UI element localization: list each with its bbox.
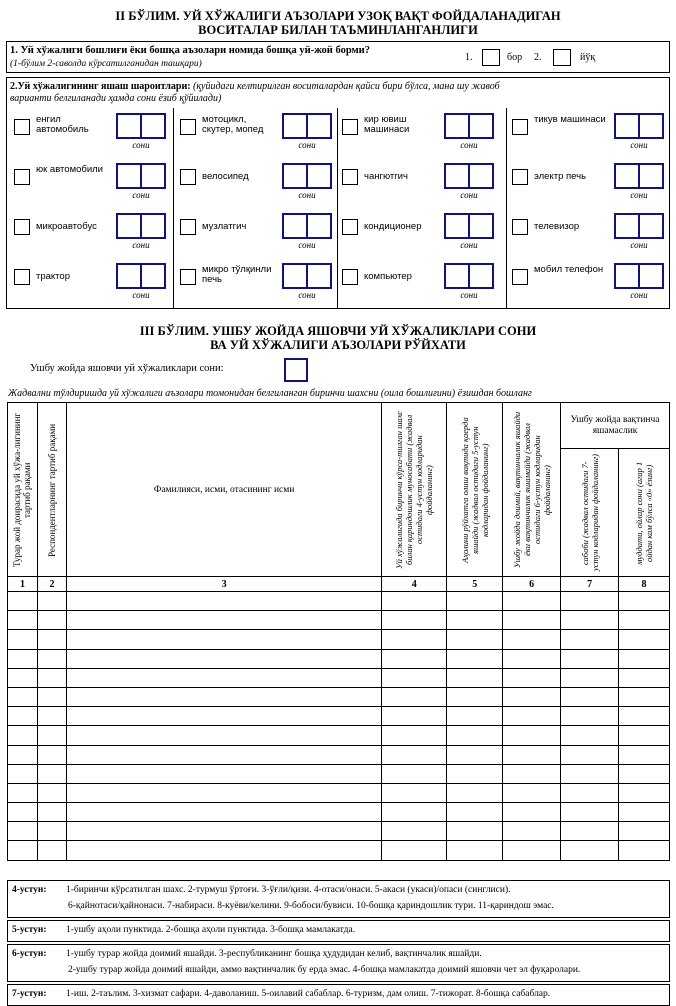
table-cell[interactable] (66, 611, 381, 630)
legend-line: 1-ушбу турар жойда доимий яшайди. 3-республиканинг бошқа ҳудудидан келиб, вақтинчалик яшайди. (66, 949, 482, 959)
section3-title (0, 324, 676, 352)
household-members-table (7, 402, 670, 861)
asset-label: чангютгич (364, 171, 408, 182)
header-col8 (619, 449, 670, 577)
asset-count-caption: сони (460, 240, 478, 250)
table-cell[interactable] (37, 649, 66, 668)
legend-line: 1-иш. 2-таълим. 3-хизмат сафари. 4-даволаниш. 5-оилавий сабаблар. 6-туризм, дам олиш. 7-тижорат. 8-бошқа сабаблар. (66, 989, 551, 999)
table-cell[interactable] (8, 707, 38, 726)
table-cell[interactable] (66, 726, 381, 745)
table-cell[interactable] (66, 822, 381, 841)
table-cell[interactable] (37, 592, 66, 611)
table-cell[interactable] (382, 783, 447, 802)
header-col1-text: Турар жой доирасида уй хўжа-лигининг тартиб рақами (12, 412, 33, 567)
table-cell[interactable] (8, 611, 38, 630)
table-cell[interactable] (503, 803, 561, 822)
header-col5 (447, 403, 503, 577)
table-cell[interactable] (619, 707, 670, 726)
asset-checkbox[interactable] (14, 269, 30, 285)
table-cell[interactable] (619, 687, 670, 706)
legend-label: 6-устун: (12, 949, 47, 959)
table-cell[interactable] (561, 726, 619, 745)
asset-count-input[interactable] (116, 163, 166, 189)
legend-block (7, 984, 670, 1006)
table-row (8, 726, 670, 745)
table-cell[interactable] (382, 726, 447, 745)
table-cell[interactable] (503, 611, 561, 630)
table-cell[interactable] (447, 592, 503, 611)
table-row (8, 687, 670, 706)
table-cell[interactable] (8, 783, 38, 802)
table-instruction: Жадвални тўлдиришда уй хўжалиги аъзолари томонидан белгиланган биринчи шахсни (оила бошлиғини) ёзишдан бошланг (8, 388, 532, 399)
table-cell[interactable] (561, 764, 619, 783)
asset-checkbox[interactable] (14, 119, 30, 135)
section2-title-line1: II БЎЛИМ. УЙ ХЎЖАЛИГИ АЪЗОЛАРИ УЗОҚ ВАҚТ ФОЙДАЛАНАДИГАН (115, 9, 561, 23)
table-cell[interactable] (66, 841, 381, 860)
asset-count-input[interactable] (444, 263, 494, 289)
table-cell[interactable] (37, 668, 66, 687)
asset-count-input[interactable] (116, 213, 166, 239)
column-number: 7 (561, 577, 619, 592)
table-cell[interactable] (447, 764, 503, 783)
question2-note-line1: (қуйидаги келтирилган воситалардан қайси бири бўлса, мана шу жавоб (193, 81, 500, 92)
asset-count-caption: сони (132, 240, 150, 250)
table-cell[interactable] (66, 783, 381, 802)
asset-label: трактор (36, 271, 70, 282)
asset-checkbox[interactable] (14, 169, 30, 185)
asset-count-caption: сони (132, 290, 150, 300)
asset-label: кир ювиш машинаси (364, 114, 410, 135)
table-cell[interactable] (37, 687, 66, 706)
table-cell[interactable] (382, 592, 447, 611)
header-col7 (561, 449, 619, 577)
table-cell[interactable] (447, 745, 503, 764)
table-cell[interactable] (503, 630, 561, 649)
question1-note: (1-бўлим 2-саволда кўрсатилганидан ташқари) (10, 59, 202, 69)
section3-title-line1: III БЎЛИМ. УШБУ ЖОЙДА ЯШОВЧИ УЙ ХЎЖАЛИКЛАРИ СОНИ (139, 324, 537, 338)
asset-count-input[interactable] (614, 163, 664, 189)
household-count-box[interactable] (284, 358, 308, 382)
question1-block (6, 41, 670, 73)
table-cell[interactable] (8, 668, 38, 687)
table-cell[interactable] (561, 783, 619, 802)
table-cell[interactable] (382, 649, 447, 668)
table-cell[interactable] (66, 707, 381, 726)
column-number: 1 (8, 577, 38, 592)
table-cell[interactable] (382, 687, 447, 706)
asset-count-input[interactable] (282, 113, 332, 139)
asset-count-input[interactable] (116, 113, 166, 139)
legend-block (7, 920, 670, 942)
table-cell[interactable] (503, 668, 561, 687)
asset-checkbox[interactable] (342, 169, 358, 185)
table-row (8, 707, 670, 726)
table-cell[interactable] (8, 726, 38, 745)
legend-line: 6-қайнотаси/қайнонаси. 7-набираси. 8-куёви/келини. 9-бобоси/бувиси. 10-бошқа қариндошлик тури. 11-қариндош эмас. (68, 901, 554, 911)
table-cell[interactable] (561, 707, 619, 726)
table-cell[interactable] (503, 592, 561, 611)
legend-line: 1-ушбу аҳоли пунктида. 2-бошқа аҳоли пунктида. 3-бошқа мамлакатда. (66, 925, 356, 935)
table-cell[interactable] (37, 707, 66, 726)
table-cell[interactable] (561, 822, 619, 841)
table-cell[interactable] (619, 649, 670, 668)
table-cell[interactable] (447, 707, 503, 726)
table-cell[interactable] (447, 668, 503, 687)
column-number-row (8, 577, 670, 592)
asset-checkbox[interactable] (342, 119, 358, 135)
table-row (8, 764, 670, 783)
asset-count-input[interactable] (444, 213, 494, 239)
legend-label: 7-устун: (12, 989, 47, 999)
table-cell[interactable] (37, 822, 66, 841)
table-cell[interactable] (8, 745, 38, 764)
header-col2-text: Респондентларнинг тартиб рақами (46, 422, 57, 557)
table-cell[interactable] (66, 745, 381, 764)
table-cell[interactable] (503, 707, 561, 726)
table-cell[interactable] (37, 726, 66, 745)
asset-label: телевизор (534, 221, 580, 232)
q1-option1-label: бор (507, 52, 523, 63)
question1-text: 1. Уй хўжалиги бошлиғи ёки бошқа аъзолари номида бошқа уй-жой борми? (10, 45, 370, 56)
asset-count-caption: сони (460, 140, 478, 150)
table-cell[interactable] (619, 611, 670, 630)
header-col3: Фамилияси, исми, отасининг исми (66, 403, 381, 577)
column-number: 2 (37, 577, 66, 592)
column-divider (506, 108, 507, 308)
asset-count-input[interactable] (282, 163, 332, 189)
table-cell[interactable] (619, 783, 670, 802)
column-divider (337, 108, 338, 308)
table-cell[interactable] (447, 803, 503, 822)
household-count-label: Ушбу жойда яшовчи уй хўжаликлари сони: (30, 363, 224, 374)
header-col6 (503, 403, 561, 577)
q1-option2-label: йўқ (580, 52, 596, 63)
table-cell[interactable] (66, 803, 381, 822)
section2-title (0, 9, 676, 37)
table-cell[interactable] (447, 611, 503, 630)
table-cell[interactable] (66, 592, 381, 611)
table-cell[interactable] (382, 764, 447, 783)
asset-count-caption: сони (132, 190, 150, 200)
legend-line: 2-ушбу турар жойда доимий яшайди, аммо вақтинчалик бу ерда эмас. 4-бошқа мамлакатда доимий яшовчи чет эл фуқаролари. (68, 965, 581, 975)
table-row (8, 803, 670, 822)
table-row (8, 668, 670, 687)
table-row (8, 592, 670, 611)
asset-label: юк автомобили (36, 164, 103, 175)
header-col4 (382, 403, 447, 577)
asset-count-caption: сони (298, 140, 316, 150)
table-cell[interactable] (619, 841, 670, 860)
header-col5-text: Аҳолини рўйхатга олиш вақтида қаерда яшайди (жадвал остидаги 5-устун кодларидан фойдаланинг) (459, 416, 490, 563)
legend-label: 4-устун: (12, 885, 47, 895)
asset-count-caption: сони (460, 290, 478, 300)
legend-label: 5-устун: (12, 925, 47, 935)
asset-count-caption: сони (298, 290, 316, 300)
table-cell[interactable] (561, 841, 619, 860)
table-cell[interactable] (66, 649, 381, 668)
asset-checkbox[interactable] (512, 169, 528, 185)
asset-label: енгил автомобиль (36, 114, 89, 135)
header-col78-group: Ушбу жойда вақтинча яшамаслик (561, 403, 670, 449)
header-col8-text: муддати, ойлар сони (агар 1 ойдан кам бўлса «0» ёзинг) (634, 460, 654, 565)
asset-checkbox[interactable] (180, 119, 196, 135)
asset-count-caption: сони (630, 290, 648, 300)
table-cell[interactable] (37, 783, 66, 802)
table-cell[interactable] (561, 611, 619, 630)
table-cell[interactable] (503, 822, 561, 841)
table-cell[interactable] (447, 783, 503, 802)
table-cell[interactable] (66, 764, 381, 783)
table-cell[interactable] (66, 687, 381, 706)
asset-label: микроавтобус (36, 221, 97, 232)
table-cell[interactable] (503, 726, 561, 745)
asset-label: велосипед (202, 171, 249, 182)
table-cell[interactable] (619, 726, 670, 745)
asset-count-caption: сони (460, 190, 478, 200)
asset-checkbox[interactable] (180, 219, 196, 235)
column-divider (173, 108, 174, 308)
table-row (8, 649, 670, 668)
table-cell[interactable] (561, 649, 619, 668)
question2-title: 2.Уй хўжалигининг яшаш шароитлари: (10, 81, 191, 92)
column-number: 6 (503, 577, 561, 592)
asset-label: музлатгич (202, 221, 247, 232)
legend-block (7, 880, 670, 918)
table-cell[interactable] (382, 803, 447, 822)
table-row (8, 611, 670, 630)
header-col6-text: Ушбу жойда доимий, вақтинчалик яшайди ёки вақтинчалик яшамайди (жадвал остидаги 6-устун кодларидан фойдаланинг) (511, 411, 552, 568)
asset-checkbox[interactable] (342, 219, 358, 235)
table-cell[interactable] (503, 764, 561, 783)
section2-title-line2: ВОСИТАЛАР БИЛАН ТАЪМИНЛАНГАНЛИГИ (198, 23, 478, 37)
table-cell[interactable] (37, 745, 66, 764)
legend-line: 1-биринчи кўрсатилган шахс. 2-турмуш ўртоғи. 3-ўғли/қизи. 4-отаси/онаси. 5-акаси (укаси)/опаси (синглиси). (66, 885, 511, 895)
asset-label: мотоцикл, скутер, мопед (202, 114, 264, 135)
table-cell[interactable] (619, 803, 670, 822)
asset-checkbox[interactable] (180, 169, 196, 185)
asset-label: мобил телефон (534, 264, 604, 275)
table-row (8, 841, 670, 860)
asset-count-input[interactable] (116, 263, 166, 289)
table-cell[interactable] (8, 592, 38, 611)
q1-option1-checkbox[interactable] (482, 49, 500, 66)
table-row (8, 822, 670, 841)
table-cell[interactable] (382, 630, 447, 649)
table-cell[interactable] (619, 745, 670, 764)
table-cell[interactable] (503, 783, 561, 802)
table-cell[interactable] (8, 803, 38, 822)
table-cell[interactable] (503, 745, 561, 764)
table-cell[interactable] (382, 611, 447, 630)
asset-label: компьютер (364, 271, 412, 282)
table-cell[interactable] (447, 630, 503, 649)
table-cell[interactable] (382, 822, 447, 841)
asset-count-caption: сони (132, 140, 150, 150)
table-cell[interactable] (382, 841, 447, 860)
header-col1 (8, 403, 38, 577)
table-cell[interactable] (8, 841, 38, 860)
asset-checkbox[interactable] (512, 219, 528, 235)
asset-checkbox[interactable] (14, 219, 30, 235)
table-row (8, 745, 670, 764)
table-cell[interactable] (66, 668, 381, 687)
table-cell[interactable] (382, 668, 447, 687)
table-cell[interactable] (561, 687, 619, 706)
q1-option1-number: 1. (465, 52, 473, 63)
asset-checkbox[interactable] (512, 119, 528, 135)
asset-count-input[interactable] (614, 113, 664, 139)
table-cell[interactable] (8, 630, 38, 649)
asset-checkbox[interactable] (342, 269, 358, 285)
table-cell[interactable] (37, 630, 66, 649)
asset-count-caption: сони (630, 240, 648, 250)
q1-option2-checkbox[interactable] (553, 49, 571, 66)
table-cell[interactable] (447, 687, 503, 706)
table-cell[interactable] (8, 822, 38, 841)
asset-count-input[interactable] (614, 213, 664, 239)
table-cell[interactable] (561, 803, 619, 822)
table-cell[interactable] (619, 630, 670, 649)
table-cell[interactable] (619, 764, 670, 783)
column-number: 8 (619, 577, 670, 592)
legend-block (7, 944, 670, 982)
column-number: 3 (66, 577, 381, 592)
table-cell[interactable] (37, 764, 66, 783)
header-col4-text: Уй хўжалигида биринчи кўрса-тилган шахс билан қариндошлик муносабати (жадвал остидаги 4-устун кодларидан фойдаланинг) (394, 410, 435, 569)
asset-count-input[interactable] (444, 113, 494, 139)
table-cell[interactable] (503, 687, 561, 706)
asset-label: кондиционер (364, 221, 422, 232)
table-cell[interactable] (561, 630, 619, 649)
table-cell[interactable] (37, 803, 66, 822)
asset-count-caption: сони (298, 240, 316, 250)
table-cell[interactable] (503, 649, 561, 668)
question2-note-line2: варианти белгиланади ҳамда сони ёзиб қўйилади) (10, 93, 222, 104)
table-cell[interactable] (66, 630, 381, 649)
asset-count-input[interactable] (614, 263, 664, 289)
asset-label: тикув машинаси (534, 114, 606, 125)
asset-count-input[interactable] (282, 263, 332, 289)
table-cell[interactable] (447, 649, 503, 668)
table-cell[interactable] (561, 592, 619, 611)
table-cell[interactable] (619, 592, 670, 611)
asset-count-caption: сони (630, 190, 648, 200)
table-cell[interactable] (8, 764, 38, 783)
table-cell[interactable] (619, 822, 670, 841)
table-cell[interactable] (561, 668, 619, 687)
header-col7-text: сабаби (жадвал остидаги 7-устун кодларидан фойдаланинг) (579, 454, 600, 571)
asset-label: микро тўлқинли печь (202, 264, 272, 285)
asset-count-input[interactable] (282, 213, 332, 239)
table-cell[interactable] (382, 707, 447, 726)
section3-title-line2: ВА УЙ ХЎЖАЛИГИ АЪЗОЛАРИ РЎЙХАТИ (210, 338, 466, 352)
table-cell[interactable] (8, 687, 38, 706)
q1-option2-number: 2. (534, 52, 542, 63)
table-cell[interactable] (382, 745, 447, 764)
header-col2 (37, 403, 66, 577)
table-row (8, 783, 670, 802)
table-cell[interactable] (37, 841, 66, 860)
table-cell[interactable] (447, 822, 503, 841)
column-number: 4 (382, 577, 447, 592)
asset-label: электр печь (534, 171, 587, 182)
asset-count-input[interactable] (444, 163, 494, 189)
asset-checkbox[interactable] (512, 269, 528, 285)
table-cell[interactable] (8, 649, 38, 668)
table-cell[interactable] (619, 668, 670, 687)
asset-count-caption: сони (298, 190, 316, 200)
table-cell[interactable] (447, 841, 503, 860)
table-body (8, 592, 670, 861)
asset-count-caption: сони (630, 140, 648, 150)
asset-checkbox[interactable] (180, 269, 196, 285)
question2-header (10, 81, 660, 105)
table-cell[interactable] (503, 841, 561, 860)
table-cell[interactable] (37, 611, 66, 630)
table-cell[interactable] (561, 745, 619, 764)
column-number: 5 (447, 577, 503, 592)
table-row (8, 630, 670, 649)
table-cell[interactable] (447, 726, 503, 745)
